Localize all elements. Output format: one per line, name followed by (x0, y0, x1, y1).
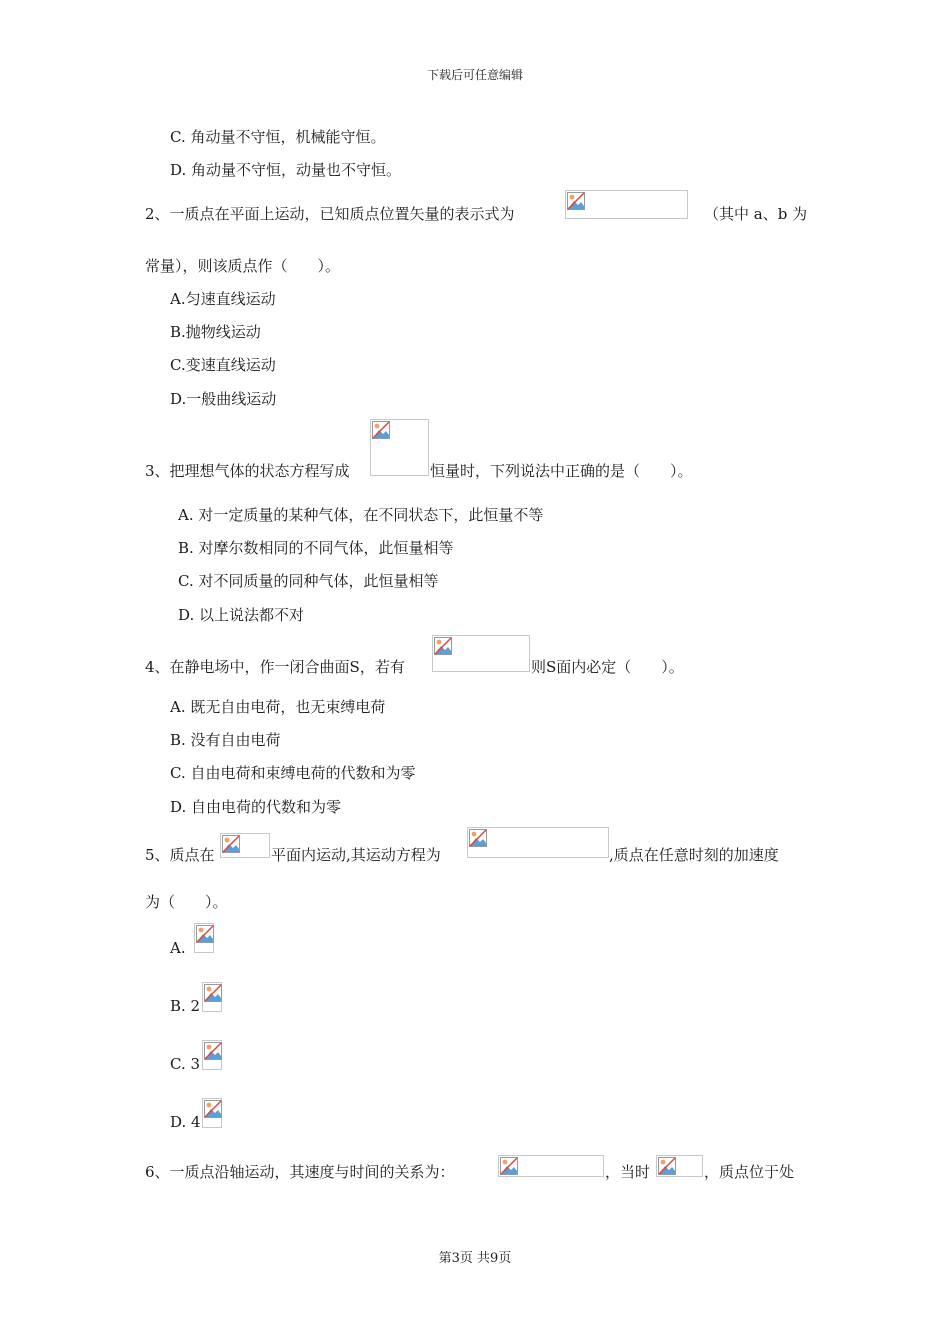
broken-image-icon (204, 1100, 222, 1118)
q6-stem-cont2: ，质点位于处 (704, 1163, 795, 1181)
q5-stem: 5、质点在 (145, 846, 215, 864)
q3-option-d: D. 以上说法都不对 (178, 606, 305, 624)
formula-image-icon (432, 635, 530, 672)
q5-option-d: D. 4 (170, 1113, 201, 1131)
q4-option-a: A. 既无自由电荷，也无束缚电荷 (170, 698, 386, 716)
broken-image-icon (567, 192, 585, 210)
q5-option-b: B. 2 (170, 997, 201, 1015)
q4-option-b: B. 没有自由电荷 (170, 731, 281, 749)
broken-image-icon (500, 1157, 518, 1175)
broken-image-icon (372, 421, 390, 439)
q3-option-b: B. 对摩尔数相同的不同气体，此恒量相等 (178, 539, 454, 557)
q4-stem: 4、在静电场中，作一闭合曲面S，若有 (145, 658, 405, 676)
q5-stem-end: 为（ ）。 (145, 893, 228, 911)
formula-image-icon (220, 833, 270, 858)
q2-stem-cont: （其中 a、b 为 (704, 205, 808, 223)
formula-image-icon (370, 419, 429, 476)
q4-option-c: C. 自由电荷和束缚电荷的代数和为零 (170, 764, 416, 782)
q2-stem: 2、一质点在平面上运动，已知质点位置矢量的表示式为 (145, 205, 515, 223)
formula-image-icon (194, 923, 214, 953)
q2-option-b: B.抛物线运动 (170, 323, 261, 341)
q5-stem-cont: 平面内运动,其运动方程为 (271, 846, 441, 864)
formula-image-icon (656, 1155, 703, 1177)
q4-option-d: D. 自由电荷的代数和为零 (170, 798, 342, 816)
q1-option-d: D. 角动量不守恒，动量也不守恒。 (170, 161, 402, 179)
formula-image-icon (202, 1040, 222, 1070)
q6-stem: 6、一质点沿轴运动，其速度与时间的关系为： (145, 1163, 455, 1181)
formula-image-icon (498, 1155, 604, 1177)
q5-option-a: A. (170, 939, 186, 957)
formula-image-icon (467, 827, 609, 858)
broken-image-icon (222, 835, 240, 853)
broken-image-icon (658, 1157, 676, 1175)
broken-image-icon (469, 829, 487, 847)
q2-option-a: A.匀速直线运动 (170, 290, 276, 308)
formula-image-icon (202, 1098, 222, 1128)
broken-image-icon (434, 637, 452, 655)
q3-stem: 3、把理想气体的状态方程写成 (145, 462, 350, 480)
q1-option-c: C. 角动量不守恒，机械能守恒。 (170, 128, 386, 146)
page-header: 下载后可任意编辑 (426, 68, 523, 82)
q3-option-c: C. 对不同质量的同种气体，此恒量相等 (178, 572, 439, 590)
q5-option-c: C. 3 (170, 1055, 201, 1073)
page-footer: 第3页 共9页 (438, 1251, 512, 1266)
broken-image-icon (204, 984, 222, 1002)
formula-image-icon (565, 190, 688, 219)
q5-stem-cont2: ,质点在任意时刻的加速度 (609, 846, 779, 864)
q2-option-c: C.变速直线运动 (170, 356, 276, 374)
q3-option-a: A. 对一定质量的某种气体，在不同状态下，此恒量不等 (178, 506, 544, 524)
q3-stem-cont: 恒量时，下列说法中正确的是（ ）。 (430, 462, 693, 480)
q4-stem-cont: 则S面内必定（ ）。 (531, 658, 684, 676)
q2-stem-end: 常量），则该质点作（ ）。 (145, 257, 341, 275)
broken-image-icon (196, 925, 214, 943)
broken-image-icon (204, 1042, 222, 1060)
q6-stem-cont: ，当时 (605, 1163, 651, 1181)
q2-option-d: D.一般曲线运动 (170, 390, 277, 408)
formula-image-icon (202, 982, 222, 1012)
